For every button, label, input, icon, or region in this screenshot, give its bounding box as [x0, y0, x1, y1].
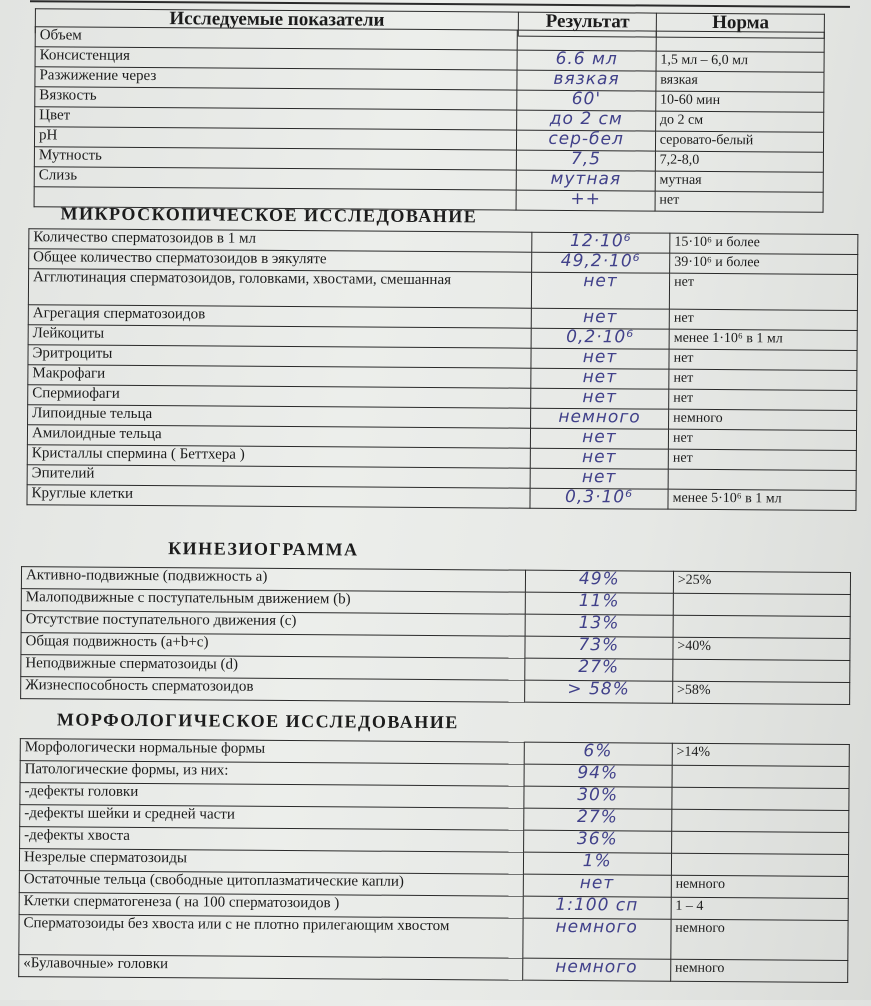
row-result: 49%: [525, 570, 673, 593]
row-label: Агглютинация сперматозоидов, головками, хвостами, смешанная: [28, 269, 531, 309]
row-norm: немного: [670, 959, 847, 982]
row-result: нет: [530, 468, 668, 489]
row-result: немного: [522, 918, 670, 959]
row-norm: вязкая: [656, 71, 824, 92]
row-label: Спермиофаги: [28, 385, 531, 409]
row-norm: менее 5·10⁶ в 1 мл: [668, 489, 856, 510]
row-norm: нет: [669, 273, 857, 310]
row-label: Жизнеспособность сперматозоидов: [21, 677, 525, 703]
row-norm: [673, 593, 850, 616]
row-norm: [673, 615, 850, 638]
row-label: Эпителий: [27, 465, 530, 489]
row-norm: менее 1·10⁶ в 1 мл: [669, 329, 857, 350]
row-norm: серовато-белый: [655, 131, 823, 152]
row-result: 36%: [523, 830, 671, 853]
row-result: сер-бел: [517, 130, 655, 151]
row-label: Мутность: [34, 147, 517, 170]
table-row: [19, 955, 848, 983]
top-rule: [30, 0, 850, 8]
row-label: Эритроциты: [28, 345, 531, 369]
row-result: [518, 30, 656, 51]
row-label: Клетки сперматогенеза ( на 100 сперматозоидов ): [19, 893, 523, 919]
row-result: ++: [516, 190, 654, 211]
row-label: Отсутствие поступательного движения (c): [21, 611, 525, 637]
row-norm: 1 – 4: [671, 897, 848, 920]
row-label: Объем: [35, 27, 518, 50]
header-norm: Норма: [657, 13, 825, 38]
row-label: Слизь: [34, 167, 517, 190]
basic-rows: [34, 26, 825, 213]
row-result: 1:100 сп: [523, 896, 671, 919]
kinesiogram-title: КИНЕЗИОГРАММА: [168, 538, 359, 560]
row-norm: [656, 31, 824, 52]
row-norm: >14%: [672, 743, 849, 766]
row-result: до 2 см: [517, 110, 655, 131]
row-label: Морфологически нормальные формы: [20, 739, 524, 765]
table-row: [21, 677, 850, 705]
row-result: нет: [531, 308, 669, 329]
row-result: > 58%: [525, 680, 673, 703]
row-norm: нет: [669, 389, 857, 410]
row-norm: [672, 787, 849, 810]
row-label: Активно-подвижные (подвижность a): [21, 567, 525, 593]
row-norm: немного: [669, 409, 857, 430]
row-label: Остаточные тельца (свободные цитоплазматические капли): [19, 871, 523, 897]
row-label: Кристаллы спермина ( Беттхера ): [27, 445, 530, 469]
microscopic-title: МИКРОСКОПИЧЕСКОЕ ИССЛЕДОВАНИЕ: [60, 203, 478, 227]
row-label: Консистенция: [35, 47, 518, 70]
row-label: Сперматозоиды без хвоста или с не плотно прилегающим хвостом: [19, 915, 523, 959]
row-norm: [673, 659, 850, 682]
row-norm: 15·10⁶ и более: [670, 233, 858, 254]
row-norm: >40%: [673, 637, 850, 660]
row-result: 49,2·10⁶: [531, 252, 669, 273]
row-label: Лейкоциты: [28, 325, 531, 349]
row-result: нет: [530, 448, 668, 469]
row-result: 13%: [525, 614, 673, 637]
row-label: Вязкость: [35, 87, 518, 110]
row-label: Круглые клетки: [27, 485, 530, 509]
row-result: 11%: [525, 592, 673, 615]
row-norm: >58%: [672, 681, 849, 704]
row-norm: нет: [669, 369, 857, 390]
row-result: 7,5: [517, 150, 655, 171]
row-result: 0,3·10⁶: [530, 488, 668, 509]
row-label: «Булавочные» головки: [19, 955, 523, 981]
table-row: [28, 269, 857, 311]
row-result: 30%: [523, 786, 671, 809]
row-result: 6%: [524, 742, 672, 765]
row-result: немного: [530, 408, 668, 429]
row-result: 27%: [523, 808, 671, 831]
row-label: Патологические формы, из них:: [20, 761, 524, 787]
row-norm: >25%: [673, 571, 850, 594]
row-norm: немного: [671, 919, 849, 960]
row-norm: нет: [669, 309, 857, 330]
row-norm: 7,2-8,0: [655, 151, 823, 172]
row-result: 1%: [523, 852, 671, 875]
row-norm: [672, 765, 849, 788]
header-parameter: Исследуемые показатели: [35, 9, 518, 36]
morphology-title: МОРФОЛОГИЧЕСКОЕ ИССЛЕДОВАНИЕ: [56, 709, 459, 733]
row-label: Агрегация сперматозоидов: [28, 305, 531, 329]
microscopic-table: [26, 228, 858, 511]
row-result: мутная: [517, 170, 655, 191]
morphology-table: [18, 738, 850, 983]
row-label: Амилоидные тельца: [27, 425, 530, 449]
row-result: нет: [523, 874, 671, 897]
row-result: 94%: [524, 764, 672, 787]
row-norm: [671, 853, 848, 876]
header-result: Результат: [518, 12, 656, 37]
row-result: 73%: [525, 636, 673, 659]
row-label: Общая подвижность (a+b+c): [21, 633, 525, 659]
row-norm: нет: [668, 449, 856, 470]
row-result: нет: [531, 368, 669, 389]
row-label: Малоподвижные с поступательным движением (b): [21, 589, 525, 615]
row-norm: 10-60 мин: [656, 91, 824, 112]
row-result: вязкая: [517, 70, 655, 91]
row-label: -дефекты хвоста: [20, 827, 524, 853]
row-label: Количество сперматозоидов в 1 мл: [29, 229, 532, 253]
row-norm: 1,5 мл – 6,0 мл: [656, 51, 824, 72]
row-norm: [671, 831, 848, 854]
row-label: Незрелые сперматозоиды: [19, 849, 523, 875]
row-norm: [668, 469, 856, 490]
row-label: Липоидные тельца: [28, 405, 531, 429]
row-norm: нет: [669, 349, 857, 370]
row-norm: немного: [671, 875, 848, 898]
row-norm: мутная: [655, 171, 823, 192]
row-norm: нет: [655, 191, 823, 212]
row-result: 0,2·10⁶: [531, 328, 669, 349]
row-label: Общее количество сперматозоидов в эякуляте: [29, 249, 532, 273]
row-label: Неподвижные сперматозоиды (d): [21, 655, 525, 681]
row-label: Цвет: [35, 107, 518, 130]
row-result: нет: [530, 428, 668, 449]
row-norm: 39·10⁶ и более: [670, 253, 858, 274]
table-row: [19, 915, 848, 961]
row-result: 27%: [525, 658, 673, 681]
row-label: Разжижение через: [35, 67, 518, 90]
kinesiogram-table: [20, 566, 851, 705]
row-label: -дефекты головки: [20, 783, 524, 809]
row-result: 6.6 мл: [517, 50, 655, 71]
row-result: нет: [531, 388, 669, 409]
row-label: Макрофаги: [28, 365, 531, 389]
row-result: 60': [517, 90, 655, 111]
row-label: -дефекты шейки и средней части: [20, 805, 524, 831]
row-result: нет: [531, 348, 669, 369]
row-result: нет: [531, 272, 669, 309]
row-label: pH: [34, 127, 517, 150]
row-norm: до 2 см: [655, 111, 823, 132]
row-result: 12·10⁶: [532, 232, 670, 253]
row-norm: [671, 809, 848, 832]
row-result: немного: [522, 958, 670, 981]
row-norm: нет: [668, 429, 856, 450]
